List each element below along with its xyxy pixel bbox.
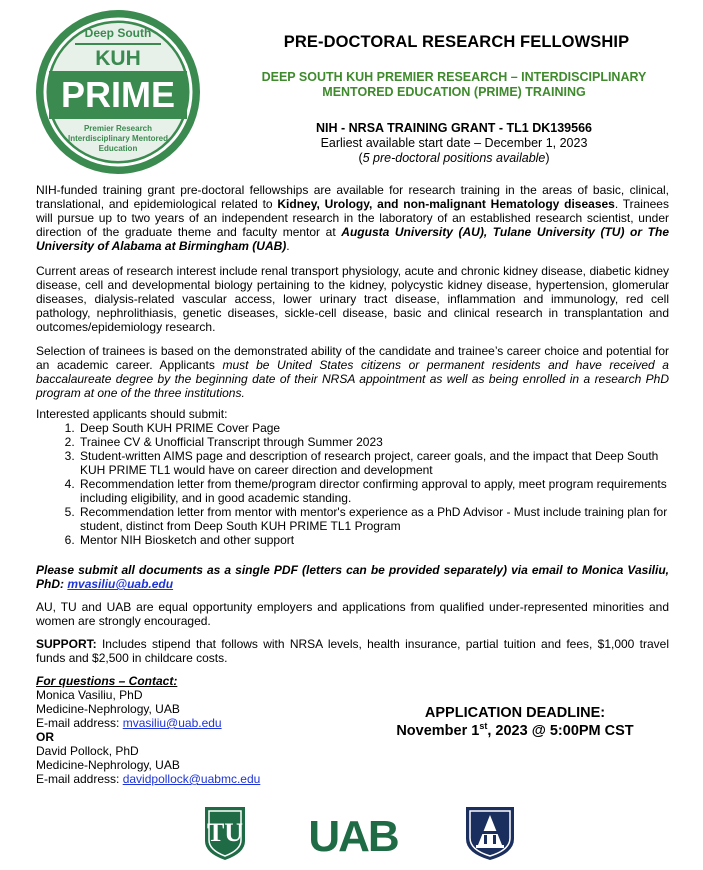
- submit-email-link[interactable]: mvasiliu@uab.edu: [67, 577, 174, 591]
- submit-item: 3. Student-written AIMS page and description of research project, career goals, and the impact that Deep South KUH PRIME TL1 would have on career direction and development: [78, 449, 669, 477]
- logo-text-line4: Premier Research: [83, 124, 153, 133]
- deadline-date-pre: November 1: [396, 723, 480, 739]
- positions-text: 5 pre-doctoral positions available: [362, 151, 546, 165]
- equal-opportunity-statement: AU, TU and UAB are equal opportunity employers and applications from qualified under-represented minorities and women are strongly encouraged.: [36, 600, 669, 628]
- contact-2-email-link[interactable]: davidpollock@uabmc.edu: [122, 772, 261, 786]
- contact-1-email-link[interactable]: mvasiliu@uab.edu: [122, 716, 222, 730]
- uab-logo: [290, 810, 416, 856]
- subtitle-line-2: MENTORED EDUCATION (PRIME) TRAINING: [322, 85, 586, 99]
- research-areas-paragraph: Current areas of research interest include renal transport physiology, acute and chronic kidney disease, diabetic kidney disease, cell and developmental biology pertaining to the kidney, polycystic kidney disease, hypertension, glomerular diseases, dialysis-related vascular access, lower urinary tract disease, inflammation and immunology, red cell pathology, nephrolithiasis, genetic diseases, sickle-cell disease, basic and clinical research in transplantation and outcomes/epidemiology research.: [36, 264, 669, 334]
- contact-2-name: David Pollock, PhD: [36, 744, 139, 758]
- submit-list: [36, 421, 669, 547]
- eligibility-text: must be United States citizens or permanent residents and have received a baccalaureate degree by the beginning date of their NRSA appointment as well as being enrolled in a research PhD program at one of the three institutions.: [36, 358, 669, 400]
- submit-item: 2. Trainee CV & Unofficial Transcript through Summer 2023: [78, 435, 669, 449]
- contact-2-email-label: E-mail address:: [36, 772, 123, 786]
- support-paragraph: [36, 637, 669, 665]
- deadline-date: [370, 722, 660, 740]
- selection-text: Selection of trainees is based on the demonstrated ability of the candidate and trainee’s career choice and potential for an academic career. Applicants: [36, 344, 669, 372]
- submit-item: 4. Recommendation letter from theme/program director confirming approval to apply, meet program requirements including eligibility, and in good academic standing.: [78, 477, 669, 505]
- submit-item: 5. Recommendation letter from mentor with mentor's experience as a PhD Advisor - Must include training plan for student, distinct from Deep South KUH PRIME TL1 Program: [78, 505, 669, 533]
- positions-available: (5 pre-doctoral positions available): [358, 151, 550, 165]
- contact-or: OR: [36, 730, 54, 744]
- page-title: PRE-DOCTORAL RESEARCH FELLOWSHIP: [283, 33, 630, 51]
- contact-1-name: Monica Vasiliu, PhD: [36, 688, 143, 702]
- program-subtitle: [205, 70, 703, 100]
- contact-2-email-row: [36, 772, 356, 786]
- grant-info: [205, 121, 703, 166]
- deadline-date-sup: st: [479, 721, 488, 732]
- subtitle-line-1: DEEP SOUTH KUH PREMIER RESEARCH – INTERDISCIPLINARY: [261, 70, 647, 84]
- start-date: Earliest available start date – December 1, 2023: [320, 136, 588, 150]
- grant-number: NIH - NRSA TRAINING GRANT - TL1 DK139566: [316, 121, 592, 135]
- submit-note: [36, 563, 669, 591]
- submit-note-text: Please submit all documents as a single PDF (letters can be provided separately) via email to Monica Vasiliu, PhD:: [36, 563, 669, 591]
- deadline-title: APPLICATION DEADLINE:: [424, 705, 606, 721]
- intro-text-1: NIH-funded training grant pre-doctoral fellowships are available for research training in the areas of basic, clinical, translational, and epidemiological related to: [36, 183, 669, 211]
- submit-item: 1. Deep South KUH PRIME Cover Page: [78, 421, 669, 435]
- augusta-university-logo: [464, 805, 516, 861]
- logo-text-line6: Education: [98, 144, 138, 153]
- contact-1-email-row: [36, 716, 356, 730]
- intro-text-2: . Trainees will pursue up to two years of an independent research in the laboratory of an established research scientist, under direction of the graduate theme and faculty mentor at: [36, 197, 669, 239]
- uab-logo-letters: UAB: [308, 812, 398, 856]
- support-label: SUPPORT:: [36, 637, 97, 651]
- tulane-logo: [203, 805, 247, 861]
- intro-disease-areas: Kidney, Urology, and non-malignant Hematology diseases: [277, 197, 615, 211]
- contact-1-dept: Medicine-Nephrology, UAB: [36, 702, 180, 716]
- contact-block: [36, 674, 356, 786]
- contact-2-dept: Medicine-Nephrology, UAB: [36, 758, 180, 772]
- intro-paragraph: [36, 183, 669, 253]
- deep-south-kuh-prime-logo: [35, 9, 201, 175]
- deadline-date-post: , 2023 @ 5:00PM CST: [487, 723, 634, 739]
- intro-institutions: Augusta University (AU), Tulane University (TU) or The University of Alabama at Birmingham (UAB): [36, 225, 669, 253]
- intro-text-3: .: [286, 239, 290, 253]
- submit-item: 6. Mentor NIH Biosketch and other support: [78, 533, 669, 547]
- logo-text-prime: PRIME: [60, 74, 176, 115]
- application-deadline: [370, 704, 660, 740]
- contact-heading: For questions – Contact:: [36, 674, 178, 688]
- logo-text-line5: Interdisciplinary Mentored: [67, 134, 169, 143]
- selection-paragraph: [36, 344, 669, 400]
- tulane-logo-letters: TU: [206, 818, 244, 847]
- submit-intro: Interested applicants should submit:: [36, 407, 228, 421]
- support-text: Includes stipend that follows with NRSA levels, health insurance, partial tuition and fees, $1,000 travel funds and $2,500 in childcare costs.: [36, 637, 669, 665]
- logo-text-deep-south: Deep South: [84, 26, 152, 40]
- contact-1-email-label: E-mail address:: [36, 716, 123, 730]
- logo-text-kuh: KUH: [95, 47, 141, 70]
